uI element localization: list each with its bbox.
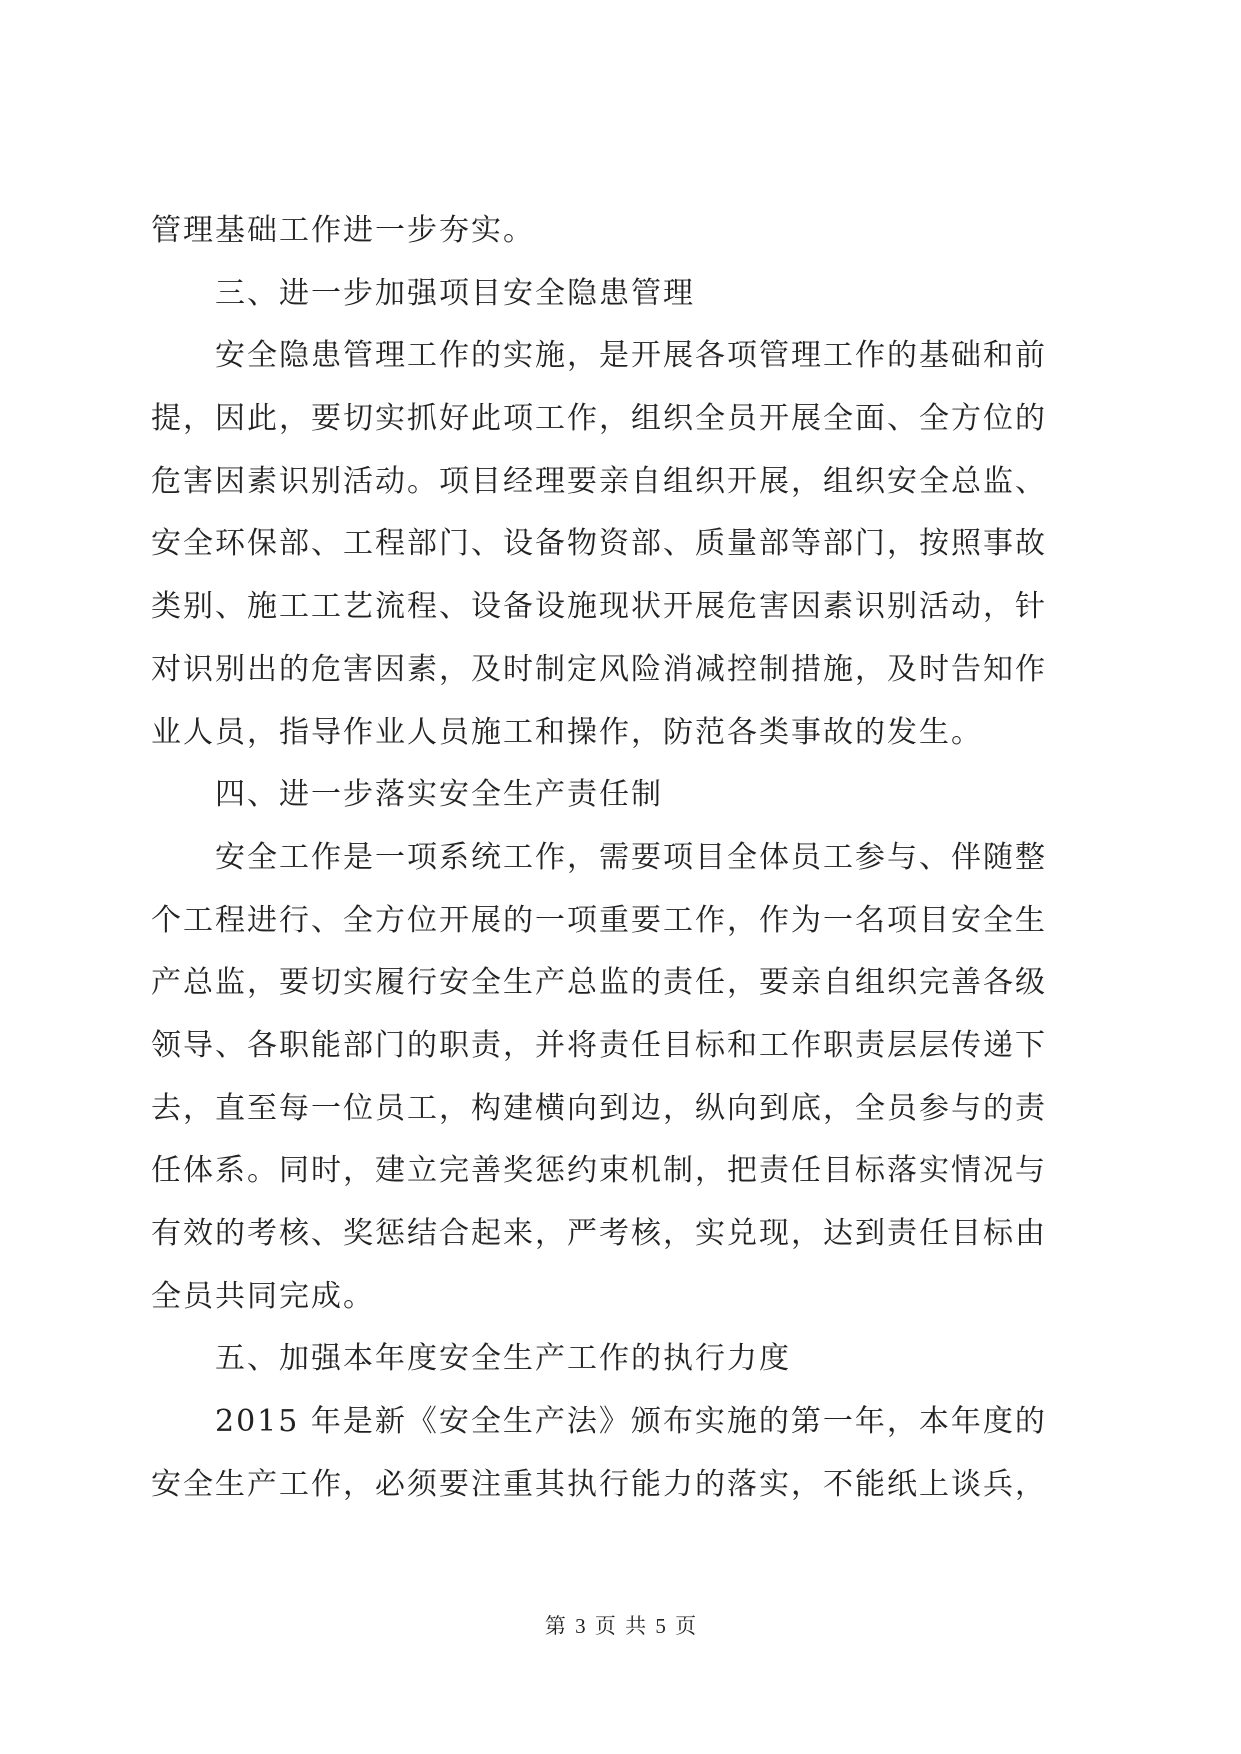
text-line: 三、进一步加强项目安全隐患管理 [215,275,695,311]
text-line: 安全环保部、工程部门、设备物资部、质量部等部门，按照事故 [151,526,1047,562]
document-body [151,200,1081,1516]
text-line: 个工程进行、全方位开展的一项重要工作，作为一名项目安全生 [151,902,1047,938]
text-line: 任体系。同时，建立完善奖惩约束机制，把责任目标落实情况与 [151,1153,1047,1189]
text-line: 安全工作是一项系统工作，需要项目全体员工参与、伴随整 [215,839,1047,875]
text-line: 全员共同完成。 [151,1278,375,1314]
page-footer: 第 3 页 共 5 页 [544,1614,697,1638]
text-line: 领导、各职能部门的职责，并将责任目标和工作职责层层传递下 [151,1027,1047,1063]
text-line: 五、加强本年度安全生产工作的执行力度 [215,1341,791,1377]
text-line: 对识别出的危害因素，及时制定风险消减控制措施，及时告知作 [151,651,1047,687]
text-line: 管理基础工作进一步夯实。 [151,213,535,248]
text-line: 去，直至每一位员工，构建横向到边，纵向到底，全员参与的责 [151,1090,1047,1126]
text-line: 安全隐患管理工作的实施，是开展各项管理工作的基础和前 [215,338,1047,374]
text-line: 提，因此，要切实抓好此项工作，组织全员开展全面、全方位的 [151,401,1047,437]
text-line: 安全生产工作，必须要注重其执行能力的落实，不能纸上谈兵， [151,1466,1047,1502]
text-line: 2015 年是新《安全生产法》颁布实施的第一年，本年度的 [215,1404,1047,1440]
text-line: 有效的考核、奖惩结合起来，严考核，实兑现，达到责任目标由 [151,1216,1047,1251]
text-line: 危害因素识别活动。项目经理要亲自组织开展，组织安全总监、 [151,463,1047,499]
text-line: 产总监，要切实履行安全生产总监的责任，要亲自组织完善各级 [151,965,1047,1001]
text-line: 四、进一步落实安全生产责任制 [215,777,663,813]
text-line: 业人员，指导作业人员施工和操作，防范各类事故的发生。 [151,714,983,750]
text-line: 类别、施工工艺流程、设备设施现状开展危害因素识别活动，针 [151,589,1047,625]
